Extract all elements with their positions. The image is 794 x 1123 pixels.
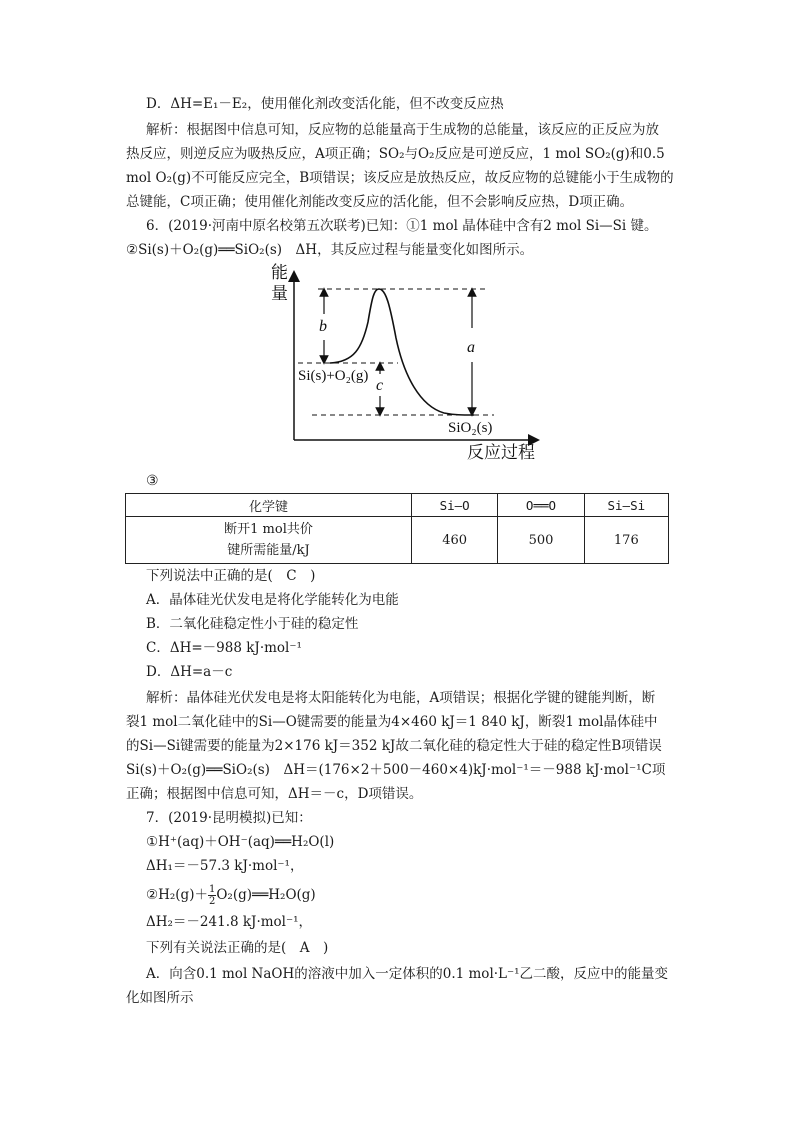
label-c: c <box>376 377 384 394</box>
q6-option-d: D．ΔH=a－c <box>146 664 233 680</box>
row-label-cell <box>126 517 412 564</box>
q7-dh2: ΔH₂＝－241.8 kJ·mol⁻¹， <box>146 914 313 930</box>
q6-analysis-line-5: 正确；根据图中信息可知，ΔH＝－c，D项错误。 <box>126 786 423 802</box>
row-label-line-2: 键所需能量/kJ <box>227 543 310 558</box>
bond-energy-table <box>125 493 669 564</box>
q5-analysis-line-2: 热反应，则逆反应为吸热反应，A项正确；SO₂与O₂反应是可逆反应，1 mol SO₂(g)和0.5 <box>126 146 665 162</box>
q6-analysis-line-1: 解析：晶体硅光伏发电是将太阳能转化为电能，A项错误；根据化学键的键能判断，断 <box>146 690 656 706</box>
q6-stem-line-2: ②Si(s)＋O₂(g)══SiO₂(s) ΔH，其反应过程与能量变化如图所示。 <box>126 242 534 258</box>
fraction-numerator: 1 <box>208 884 216 895</box>
q6-analysis-line-3: 的Si—Si键需要的能量为2×176 kJ＝352 kJ故二氧化硅的稳定性大于硅的稳定性B项错误 <box>126 738 662 754</box>
fraction-denominator: 2 <box>208 896 216 907</box>
q7-prompt: 下列有关说法正确的是( A ) <box>146 940 329 956</box>
q7-option-a-line-1: A．向含0.1 mol NaOH的溶液中加入一定体积的0.1 mol·L⁻¹乙二酸，反应中的能量变 <box>146 966 669 982</box>
q7-eq2-pre: ②H₂(g)＋ <box>146 887 208 903</box>
header-si-si: Si—Si <box>584 494 668 517</box>
q7-dh1: ΔH₁＝－57.3 kJ·mol⁻¹， <box>146 858 304 874</box>
row-label-line-1: 断开1 mol共价 <box>224 522 313 537</box>
q7-option-a-line-2: 化如图所示 <box>126 990 194 1006</box>
table-header-row <box>126 494 669 517</box>
q7-equation-2 <box>146 884 316 907</box>
q6-option-b: B．二氧化硅稳定性小于硅的稳定性 <box>146 616 359 632</box>
header-si-o: Si—O <box>412 494 498 517</box>
value-si-o: 460 <box>412 517 498 564</box>
q6-prompt: 下列说法中正确的是( C ) <box>146 568 316 584</box>
q6-analysis-line-2: 裂1 mol二氧化硅中的Si—O键需要的能量为4×460 kJ＝1 840 kJ，断裂1 mol晶体硅中 <box>126 714 658 730</box>
y-axis-label-bottom: 量 <box>271 284 288 303</box>
q7-stem: 7．(2019·昆明模拟)已知： <box>146 810 312 826</box>
q6-stem-line-1: 6．(2019·河南中原名校第五次联考)已知：①1 mol 晶体硅中含有2 mol Si—Si 键。 <box>146 218 658 234</box>
table-value-row <box>126 517 669 564</box>
q5-analysis-line-3: mol O₂(g)不可能反应完全，B项错误；该反应是放热反应，故反应物的总键能小于生成物的 <box>126 170 674 186</box>
value-si-si: 176 <box>584 517 668 564</box>
label-b: b <box>319 318 327 335</box>
x-axis-label: 反应过程 <box>467 443 535 462</box>
y-axis-label-top: 能 <box>271 263 288 282</box>
product-label: SiO₂(s) <box>448 420 493 436</box>
header-o-o: O══O <box>498 494 584 517</box>
q5-analysis-line-4: 总键能，C项正确；使用催化剂能改变反应的活化能，但不会影响反应热，D项正确。 <box>126 194 634 210</box>
energy-diagram <box>262 258 552 463</box>
marker-three: ③ <box>146 473 159 489</box>
energy-curve <box>330 289 474 415</box>
q5-option-d: D．ΔH=E₁－E₂，使用催化剂改变活化能，但不改变反应热 <box>146 96 504 112</box>
q6-analysis-line-4: Si(s)＋O₂(g)══SiO₂(s) ΔH＝(176×2＋500－460×4)kJ·mol⁻¹＝－988 kJ·mol⁻¹C项 <box>126 762 666 778</box>
label-a: a <box>467 339 475 356</box>
reactant-label: Si(s)+O₂(g) <box>298 368 369 384</box>
q5-analysis-line-1: 解析：根据图中信息可知，反应物的总能量高于生成物的总能量，该反应的正反应为放 <box>146 122 659 138</box>
q6-option-c: C．ΔH=－988 kJ·mol⁻¹ <box>146 640 302 656</box>
value-o-o: 500 <box>498 517 584 564</box>
q7-eq2-post: O₂(g)══H₂O(g) <box>216 887 316 903</box>
header-bond: 化学键 <box>126 494 412 517</box>
q7-equation-1: ①H⁺(aq)＋OH⁻(aq)══H₂O(l) <box>146 834 335 850</box>
q6-option-a: A．晶体硅光伏发电是将化学能转化为电能 <box>146 592 399 608</box>
